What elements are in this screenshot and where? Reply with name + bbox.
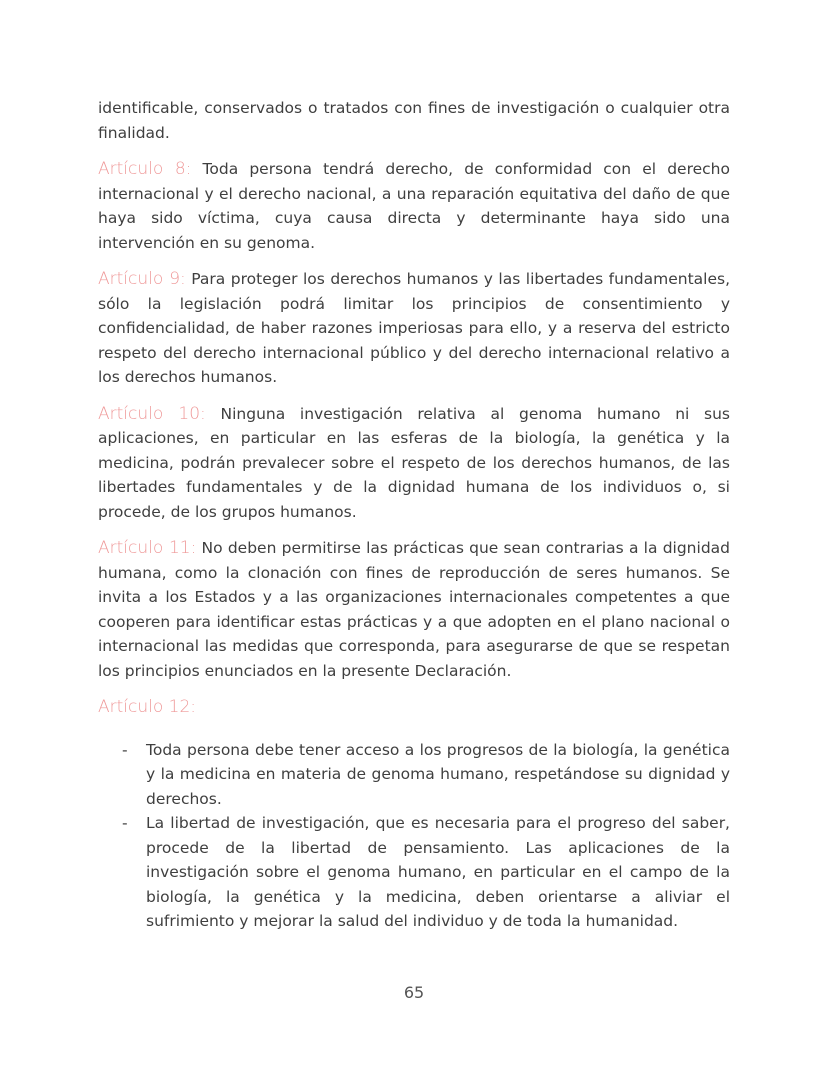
bullet-dash: - (122, 814, 128, 832)
article-9-label: Artículo 9: (98, 269, 186, 289)
article-12-label: Artículo 12: (98, 697, 197, 717)
article-8-text: Toda persona tendrá derecho, de conformidad con el derecho internacional y el derecho nacional, a una reparación equitativa del daño de que haya sido víctima, cuya causa directa y determinante haya sido una intervención en su genoma. (98, 160, 730, 252)
intro-paragraph (98, 96, 730, 145)
article-9-text: Para proteger los derechos humanos y las libertades fundamentales, sólo la legislación podrá limitar los principios de consentimiento y confidencialidad, de haber razones imperiosas para ello, y a reserva del estricto respeto del derecho internacional público y del derecho internacional relativo a los derechos humanos. (98, 270, 730, 386)
page-number: 65 (403, 983, 425, 1002)
article-10 (98, 402, 730, 525)
list-item (98, 811, 730, 934)
document-body (98, 96, 730, 934)
article-11-text: No deben permitirse las prácticas que sean contrarias a la dignidad humana, como la clonación con fines de reproducción de seres humanos. Se invita a los Estados y a las organizaciones internacionales competentes a que cooperen para identificar estas prácticas y a que adopten en el plano nacional o internacional las medidas que corresponda, para asegurarse de que se respetan los principios enunciados en la presente Declaración. (98, 539, 730, 680)
article-8-label: Artículo 8: (98, 159, 192, 179)
bullet-dash: - (122, 740, 128, 759)
bullet-text: Toda persona debe tener acceso a los progresos de la biología, la genética y la medicina en materia de genoma humano, respetándose su dignidad y derechos. (146, 740, 730, 808)
article-10-text: Ninguna investigación relativa al genoma humano ni sus aplicaciones, en particular en las esferas de la biología, la genética y la medicina, podrán prevalecer sobre el respeto de los derechos humanos, de las libertades fundamentales y de la dignidad humana de los individuos o, si procede, de los grupos humanos. (98, 404, 731, 521)
list-item (98, 738, 730, 812)
intro-text: identificable, conservados o tratados con fines de investigación o cualquier otra finalidad. (98, 99, 730, 142)
article-11 (98, 536, 730, 683)
article-8 (98, 157, 730, 255)
article-11-label: Artículo 11: (98, 538, 197, 558)
article-12-bullet-list (98, 738, 730, 934)
bullet-text: La libertad de investigación, que es necesaria para el progreso del saber, procede de la libertad de pensamiento. Las aplicaciones de la investigación sobre el genoma humano, en particular en el campo de la biología, la genética y la medicina, deben orientarse a aliviar el sufrimiento y mejorar la salud del individuo y de toda la humanidad. (146, 814, 730, 930)
article-12 (98, 695, 730, 720)
article-9 (98, 267, 730, 390)
article-10-label: Artículo 10: (98, 403, 206, 424)
